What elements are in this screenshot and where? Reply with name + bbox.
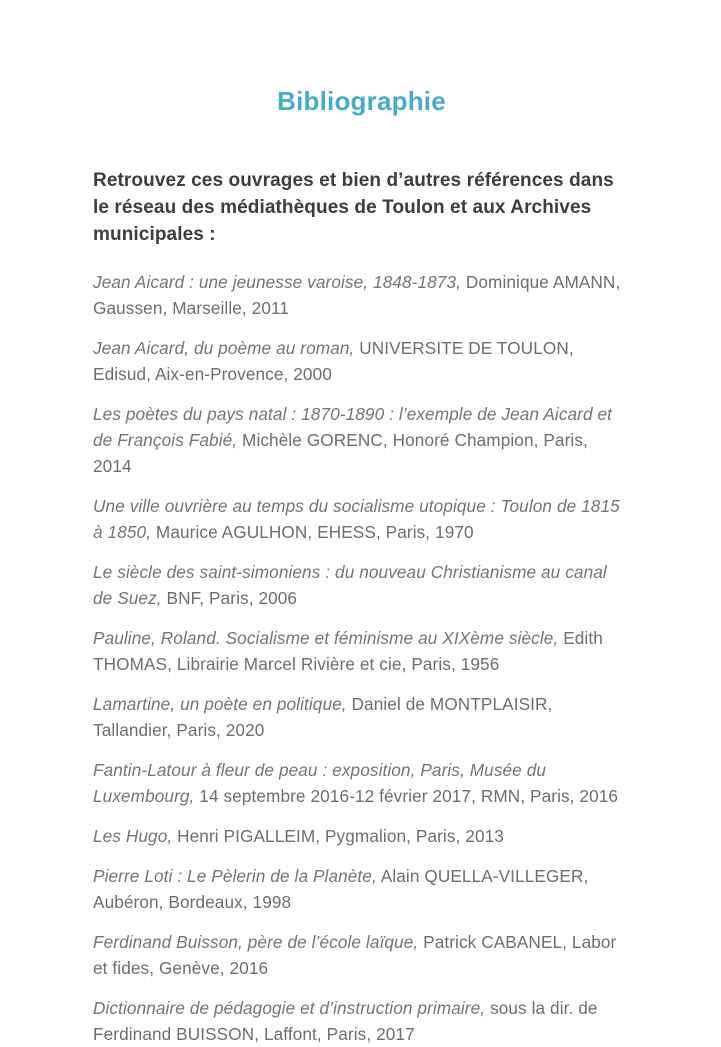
bibliography-entry bbox=[93, 335, 630, 387]
bibliography-entry bbox=[93, 625, 630, 677]
entry-details: BNF, Paris, 2006 bbox=[161, 588, 298, 608]
entry-title: Dictionnaire de pédagogie et d’instruction primaire, bbox=[93, 998, 486, 1018]
entry-title: Le siècle des saint-simoniens : du nouveau Christianisme au canal de Suez, bbox=[93, 562, 607, 608]
bibliography-entry bbox=[93, 691, 630, 743]
bibliography-entry bbox=[93, 493, 630, 545]
entry-title: Lamartine, un poète en politique, bbox=[93, 694, 347, 714]
bibliography-entry bbox=[93, 995, 630, 1047]
entry-title: Ferdinand Buisson, père de l’école laïque, bbox=[93, 932, 419, 952]
bibliography-entry bbox=[93, 823, 630, 849]
entry-details: Dominique AMANN, Gaussen, Marseille, 2011 bbox=[93, 272, 621, 318]
bibliography-list bbox=[93, 269, 630, 1047]
intro-text: Retrouvez ces ouvrages et bien d’autres références dans le réseau des médiathèques de Toulon et aux Archives municipales : bbox=[93, 170, 614, 245]
entry-title: Les Hugo, bbox=[93, 826, 173, 846]
entry-details: UNIVERSITE DE TOULON, Edisud, Aix-en-Provence, 2000 bbox=[93, 338, 574, 384]
bibliography-entry bbox=[93, 929, 630, 981]
entry-details: Patrick CABANEL, Labor et fides, Genève, 2016 bbox=[93, 932, 617, 978]
entry-title: Fantin-Latour à fleur de peau : exposition, Paris, Musée du Luxembourg, bbox=[93, 760, 547, 806]
entry-details: Henri PIGALLEIM, Pygmalion, Paris, 2013 bbox=[172, 826, 504, 846]
bibliography-entry bbox=[93, 269, 630, 321]
entry-title: Une ville ouvrière au temps du socialisme utopique : Toulon de 1815 à 1850, bbox=[93, 496, 620, 542]
entry-details: Daniel de MONTPLAISIR, Tallandier, Paris, 2020 bbox=[93, 694, 553, 740]
page-title: Bibliographie bbox=[277, 86, 446, 116]
entry-title: Pierre Loti : Le Pèlerin de la Planète, bbox=[93, 866, 377, 886]
entry-title: Pauline, Roland. Socialisme et féminisme au XIXème siècle, bbox=[93, 628, 559, 648]
entry-title: Les poètes du pays natal : 1870-1890 : l’exemple de Jean Aicard et de François Fabié, bbox=[93, 404, 613, 450]
bibliography-entry bbox=[93, 757, 630, 809]
entry-details: Alain QUELLA-VILLEGER, Aubéron, Bordeaux, 1998 bbox=[93, 866, 589, 912]
entry-details: sous la dir. de Ferdinand BUISSON, Laffont, Paris, 2017 bbox=[93, 998, 598, 1044]
bibliography-entry bbox=[93, 559, 630, 611]
entry-title: Jean Aicard : une jeunesse varoise, 1848-1873, bbox=[93, 272, 462, 292]
bibliography-entry bbox=[93, 401, 630, 479]
bibliography-entry bbox=[93, 863, 630, 915]
entry-details: Edith THOMAS, Librairie Marcel Rivière et cie, Paris, 1956 bbox=[93, 628, 603, 674]
entry-details: 14 septembre 2016-12 février 2017, RMN, Paris, 2016 bbox=[194, 786, 619, 806]
entry-title: Jean Aicard, du poème au roman, bbox=[93, 338, 355, 358]
entry-details: Michèle GORENC, Honoré Champion, Paris, 2014 bbox=[93, 430, 588, 476]
entry-details: Maurice AGULHON, EHESS, Paris, 1970 bbox=[151, 522, 474, 542]
